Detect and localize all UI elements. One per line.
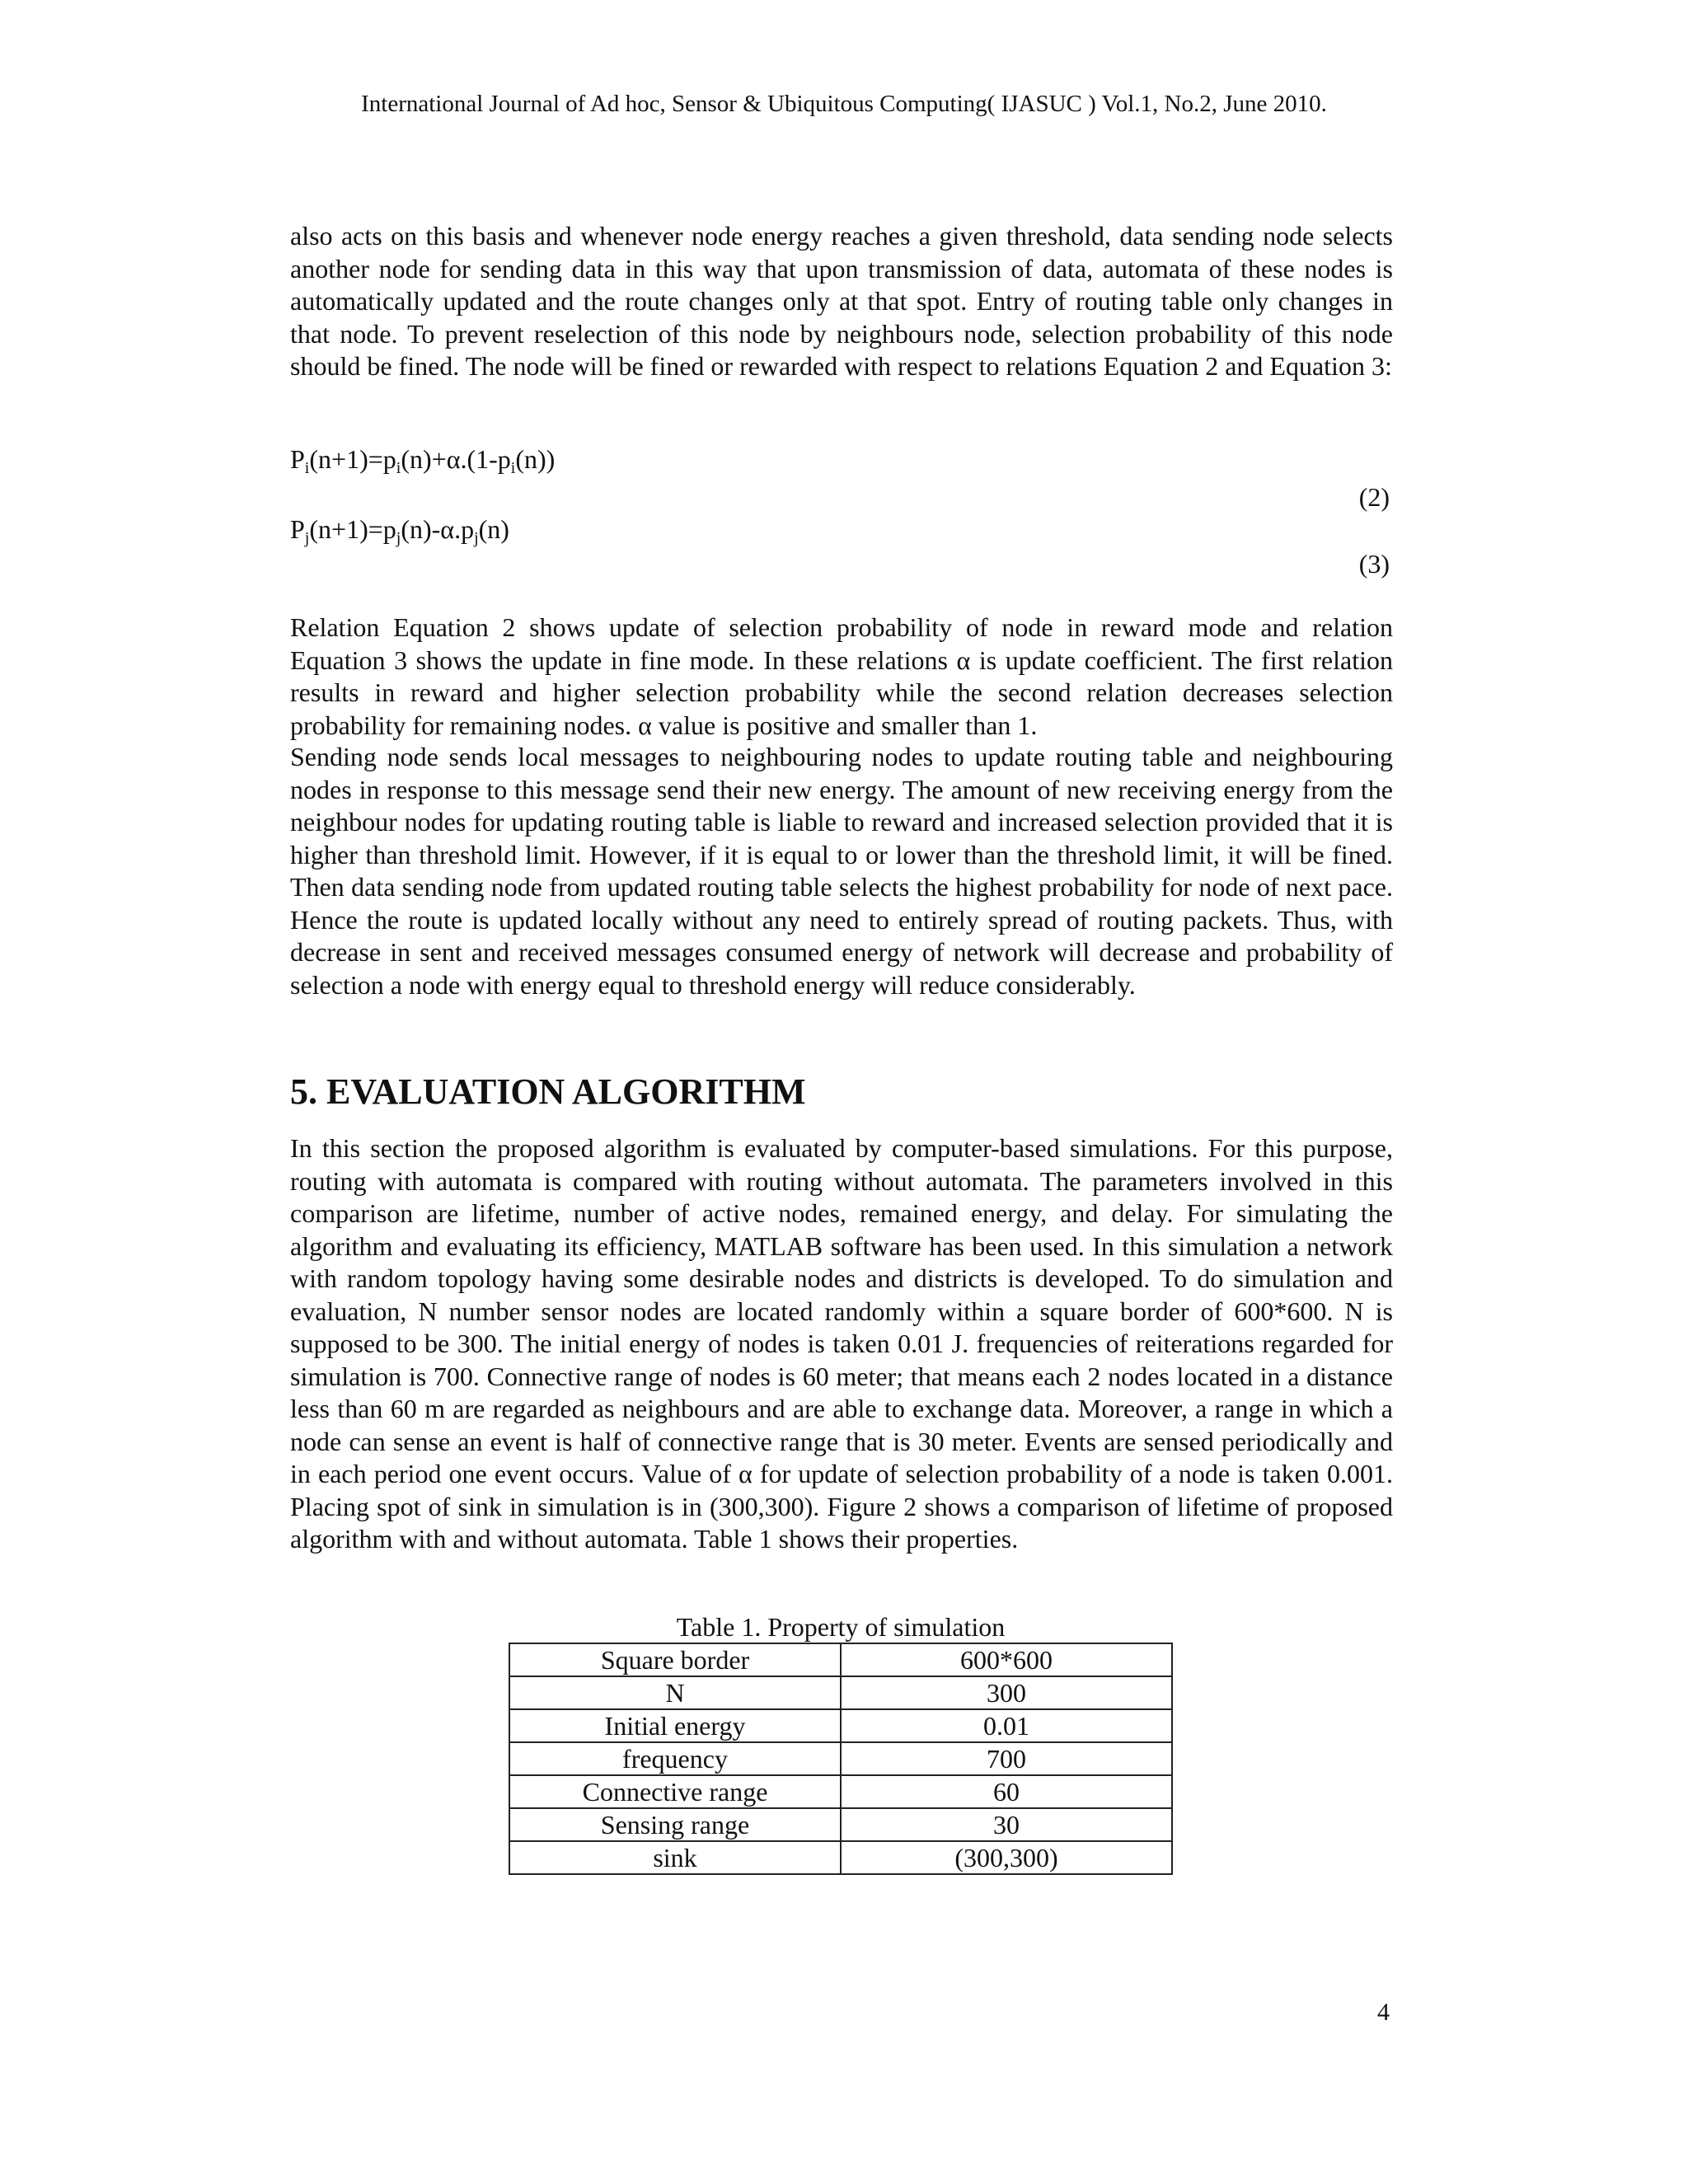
property-name-cell: sink bbox=[509, 1841, 841, 1874]
equation-2-subscript: i bbox=[304, 459, 310, 477]
equation-3-subscript: j bbox=[396, 529, 401, 547]
property-name-cell: Connective range bbox=[509, 1775, 841, 1808]
equation-3-part: (n+1)=p bbox=[309, 514, 396, 544]
equation-3-number: (3) bbox=[1358, 549, 1390, 579]
table-row bbox=[509, 1643, 1172, 1676]
equation-2-subscript: i bbox=[396, 459, 401, 477]
property-value-cell: 300 bbox=[841, 1676, 1172, 1709]
equation-2-number: (2) bbox=[1358, 482, 1390, 512]
page-number: 4 bbox=[1377, 1999, 1390, 2026]
table-row bbox=[509, 1841, 1172, 1874]
property-name-cell: Initial energy bbox=[509, 1709, 841, 1742]
paragraph-intro: also acts on this basis and whenever node energy reaches a given threshold, data sending node selects another node for sending data in this way that upon transmission of data, automata of these nodes is automatically updated and the route changes only at that spot. Entry of routing table only changes in that node. To prevent reselection of this node by neighbours node, selection probability of this node should be fined. The node will be fined or rewarded with respect to relations Equation 2 and Equation 3: bbox=[290, 221, 1393, 381]
table-row bbox=[509, 1709, 1172, 1742]
equation-3-part: (n)-α.p bbox=[401, 514, 475, 544]
property-name-cell: N bbox=[509, 1676, 841, 1709]
section-heading: 5. EVALUATION ALGORITHM bbox=[290, 1071, 806, 1112]
property-name-cell: Square border bbox=[509, 1643, 841, 1676]
property-value-cell: 60 bbox=[841, 1775, 1172, 1808]
table-row bbox=[509, 1742, 1172, 1775]
property-value-cell: (300,300) bbox=[841, 1841, 1172, 1874]
simulation-property-table bbox=[509, 1643, 1173, 1875]
paragraph-evaluation: In this section the proposed algorithm is evaluated by computer-based simulations. For this purpose, routing with automata is compared with routing without automata. The parameters involved in this comparison are lifetime, number of active nodes, remained energy, and delay. For simulating the algorithm and evaluating its efficiency, MATLAB software has been used. In this simulation a network with random topology having some desirable nodes and districts is developed. To do simulation and evaluation, N number sensor nodes are located randomly within a square border of 600*600. N is supposed to be 300. The initial energy of nodes is taken 0.01 J. frequencies of reiterations regarded for simulation is 700. Connective range of nodes is 60 meter; that means each 2 nodes located in a distance less than 60 m are regarded as neighbours and are able to exchange data. Moreover, a range in which a node can sense an event is half of connective range that is 30 meter. Events are sensed periodically and in each period one event occurs. Value of α for update of selection probability of a node is taken 0.001. Placing spot of sink in simulation is in (300,300). Figure 2 shows a comparison of lifetime of proposed algorithm with and without automata. Table 1 shows their properties. bbox=[290, 1133, 1393, 1554]
paragraph-sending-node: Sending node sends local messages to neighbouring nodes to update routing table and neighbouring nodes in response to this message send their new energy. The amount of new receiving energy from the neighbour nodes for updating routing table is liable to reward and increased selection provided that it is higher than threshold limit. However, if it is equal to or lower than the threshold limit, it will be fined. Then data sending node from updated routing table selects the highest probability for node of next pace. Hence the route is updated locally without any need to entirely spread of routing packets. Thus, with decrease in sent and received messages consumed energy of network will decrease and probability of selection a node with energy equal to threshold energy will reduce considerably. bbox=[290, 742, 1393, 1000]
equation-3-subscript: j bbox=[304, 529, 310, 547]
equation-2-part: (n)) bbox=[515, 444, 556, 474]
table-row bbox=[509, 1775, 1172, 1808]
table-row bbox=[509, 1808, 1172, 1841]
equation-3-part: P bbox=[290, 514, 305, 544]
equation-3-subscript: j bbox=[474, 529, 479, 547]
property-value-cell: 0.01 bbox=[841, 1709, 1172, 1742]
table-caption: Table 1. Property of simulation bbox=[676, 1612, 1006, 1642]
journal-header: International Journal of Ad hoc, Sensor & Ubiquitous Computing( IJASUC ) Vol.1, No.2, June 2010. bbox=[361, 91, 1327, 117]
table-row bbox=[509, 1676, 1172, 1709]
equation-2-part: (n+1)=p bbox=[309, 444, 396, 474]
equation-3-part: (n) bbox=[478, 514, 509, 544]
property-value-cell: 600*600 bbox=[841, 1643, 1172, 1676]
equation-2-subscript: i bbox=[510, 459, 516, 477]
property-name-cell: frequency bbox=[509, 1742, 841, 1775]
equation-2 bbox=[290, 443, 555, 476]
property-value-cell: 700 bbox=[841, 1742, 1172, 1775]
property-value-cell: 30 bbox=[841, 1808, 1172, 1841]
property-name-cell: Sensing range bbox=[509, 1808, 841, 1841]
equation-3 bbox=[290, 513, 509, 546]
equation-2-part: (n)+α.(1-p bbox=[401, 444, 511, 474]
paragraph-relations: Relation Equation 2 shows update of selection probability of node in reward mode and relation Equation 3 shows the update in fine mode. In these relations α is update coefficient. The first relation results in reward and higher selection probability while the second relation decreases selection probability for remaining nodes. α value is positive and smaller than 1. bbox=[290, 612, 1393, 740]
equation-2-part: P bbox=[290, 444, 305, 474]
